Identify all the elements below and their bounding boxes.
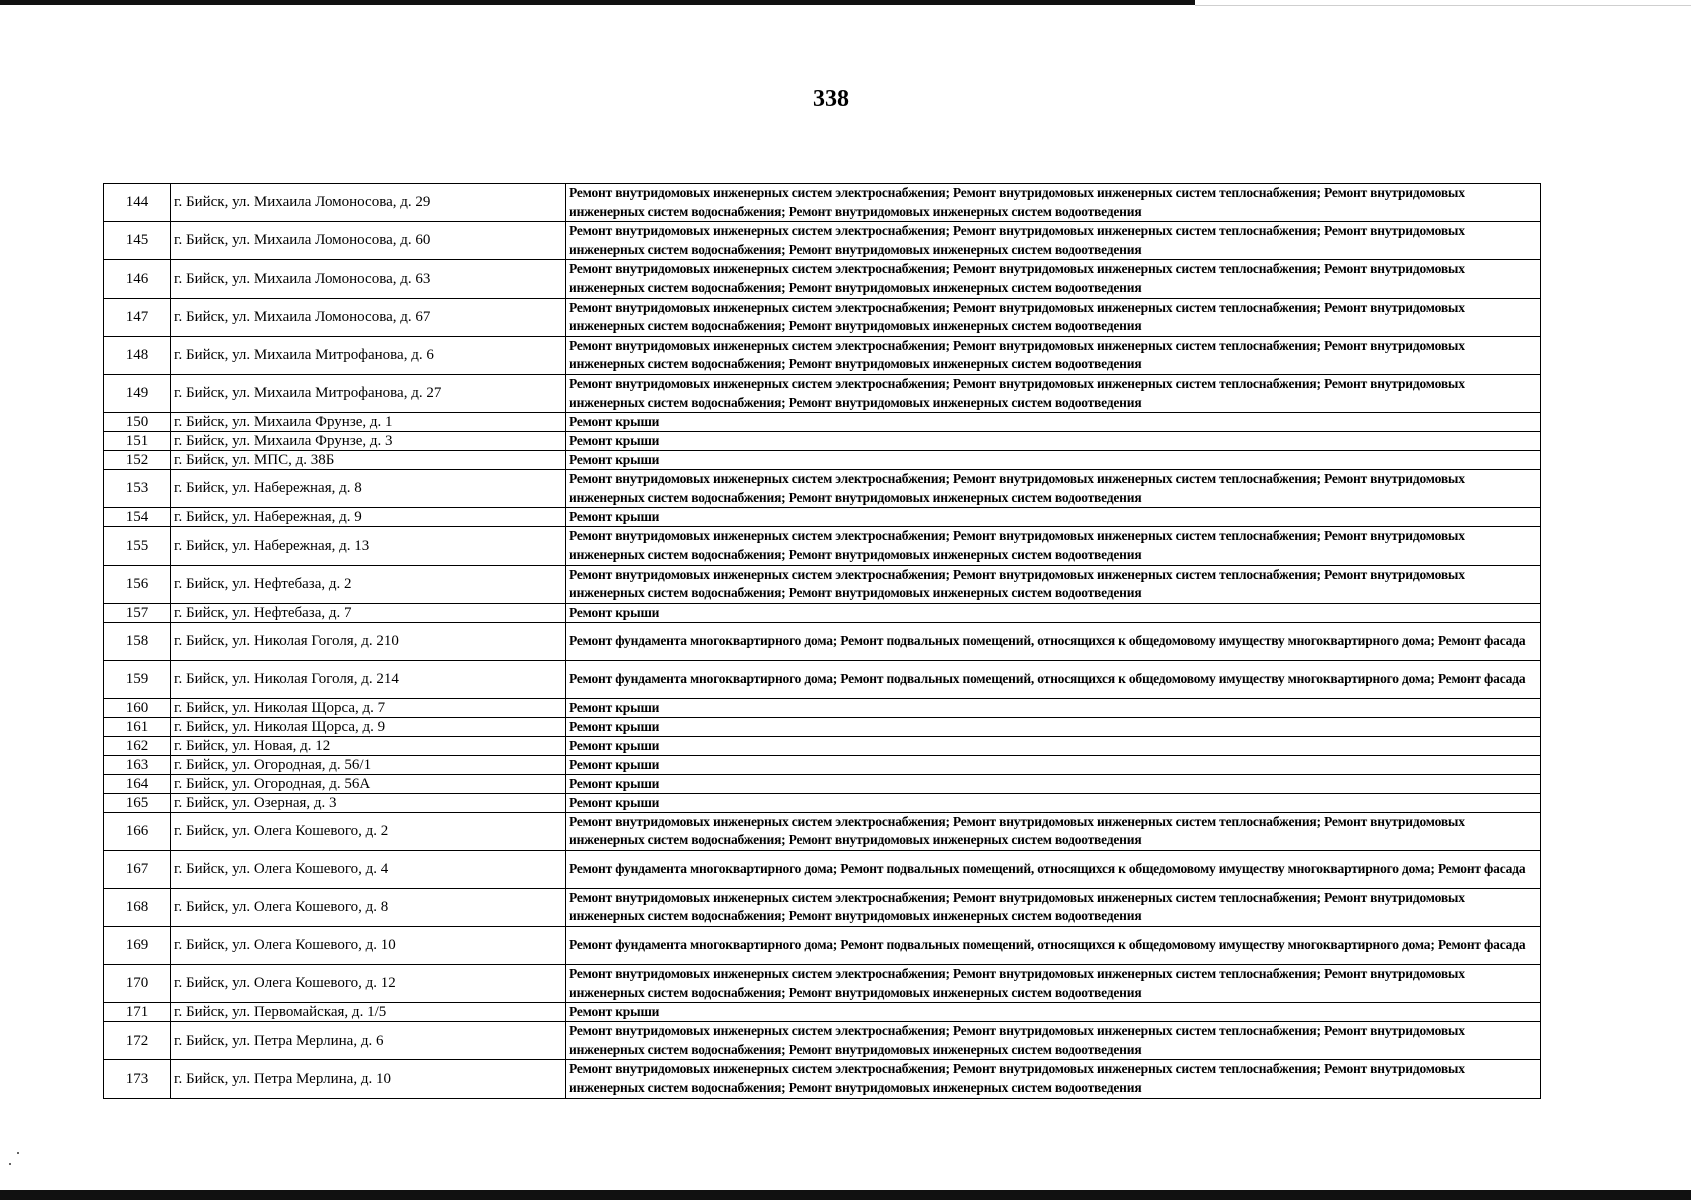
address-cell: г. Бийск, ул. Олега Кошевого, д. 2	[171, 812, 566, 850]
works-cell: Ремонт внутридомовых инженерных систем электроснабжения; Ремонт внутридомовых инженерных систем теплоснабжения; Ремонт внутридомовых инженерных систем водоснабжения; Ремонт внутридомовых инженерных систем водоотведения	[566, 527, 1541, 565]
works-cell: Ремонт внутридомовых инженерных систем электроснабжения; Ремонт внутридомовых инженерных систем теплоснабжения; Ремонт внутридомовых инженерных систем водоснабжения; Ремонт внутридомовых инженерных систем водоотведения	[566, 1060, 1541, 1098]
row-number-cell: 146	[104, 260, 171, 298]
row-number-cell: 161	[104, 717, 171, 736]
row-number-cell: 144	[104, 184, 171, 222]
address-cell: г. Бийск, ул. Олега Кошевого, д. 10	[171, 927, 566, 965]
table-row	[104, 1003, 1541, 1022]
works-cell: Ремонт крыши	[566, 793, 1541, 812]
works-cell: Ремонт внутридомовых инженерных систем электроснабжения; Ремонт внутридомовых инженерных систем теплоснабжения; Ремонт внутридомовых инженерных систем водоснабжения; Ремонт внутридомовых инженерных систем водоотведения	[566, 565, 1541, 603]
table-row	[104, 527, 1541, 565]
scan-top-border	[0, 0, 1195, 5]
works-cell: Ремонт крыши	[566, 755, 1541, 774]
row-number-cell: 162	[104, 736, 171, 755]
works-cell: Ремонт внутридомовых инженерных систем электроснабжения; Ремонт внутридомовых инженерных систем теплоснабжения; Ремонт внутридомовых инженерных систем водоснабжения; Ремонт внутридомовых инженерных систем водоотведения	[566, 260, 1541, 298]
address-cell: г. Бийск, ул. Первомайская, д. 1/5	[171, 1003, 566, 1022]
address-cell: г. Бийск, ул. Михаила Ломоносова, д. 60	[171, 222, 566, 260]
table-row	[104, 660, 1541, 698]
row-number-cell: 167	[104, 850, 171, 888]
table-row	[104, 927, 1541, 965]
works-cell: Ремонт внутридомовых инженерных систем электроснабжения; Ремонт внутридомовых инженерных систем теплоснабжения; Ремонт внутридомовых инженерных систем водоснабжения; Ремонт внутридомовых инженерных систем водоотведения	[566, 184, 1541, 222]
row-number-cell: 173	[104, 1060, 171, 1098]
table-row	[104, 508, 1541, 527]
row-number-cell: 164	[104, 774, 171, 793]
address-cell: г. Бийск, ул. Набережная, д. 8	[171, 470, 566, 508]
row-number-cell: 154	[104, 508, 171, 527]
works-cell: Ремонт крыши	[566, 432, 1541, 451]
row-number-cell: 153	[104, 470, 171, 508]
address-cell: г. Бийск, ул. Набережная, д. 13	[171, 527, 566, 565]
works-cell: Ремонт крыши	[566, 508, 1541, 527]
table-row	[104, 603, 1541, 622]
row-number-cell: 152	[104, 451, 171, 470]
works-cell: Ремонт внутридомовых инженерных систем электроснабжения; Ремонт внутридомовых инженерных систем теплоснабжения; Ремонт внутридомовых инженерных систем водоснабжения; Ремонт внутридомовых инженерных систем водоотведения	[566, 812, 1541, 850]
address-cell: г. Бийск, ул. Михаила Митрофанова, д. 6	[171, 336, 566, 374]
address-cell: г. Бийск, ул. Николая Щорса, д. 7	[171, 698, 566, 717]
table-row	[104, 432, 1541, 451]
table-row	[104, 1022, 1541, 1060]
works-cell: Ремонт фундамента многоквартирного дома; Ремонт подвальных помещений, относящихся к общедомовому имуществу многоквартирного дома; Ремонт фасада	[566, 660, 1541, 698]
row-number-cell: 147	[104, 298, 171, 336]
row-number-cell: 170	[104, 965, 171, 1003]
row-number-cell: 171	[104, 1003, 171, 1022]
row-number-cell: 158	[104, 622, 171, 660]
table-row	[104, 965, 1541, 1003]
table-row	[104, 222, 1541, 260]
table-row	[104, 622, 1541, 660]
address-cell: г. Бийск, ул. Михаила Митрофанова, д. 27	[171, 374, 566, 412]
address-cell: г. Бийск, ул. Олега Кошевого, д. 12	[171, 965, 566, 1003]
works-cell: Ремонт фундамента многоквартирного дома; Ремонт подвальных помещений, относящихся к общедомовому имуществу многоквартирного дома; Ремонт фасада	[566, 622, 1541, 660]
table-row	[104, 470, 1541, 508]
address-cell: г. Бийск, ул. Набережная, д. 9	[171, 508, 566, 527]
row-number-cell: 172	[104, 1022, 171, 1060]
scan-speck	[17, 1152, 19, 1154]
works-cell: Ремонт внутридомовых инженерных систем электроснабжения; Ремонт внутридомовых инженерных систем теплоснабжения; Ремонт внутридомовых инженерных систем водоснабжения; Ремонт внутридомовых инженерных систем водоотведения	[566, 470, 1541, 508]
address-cell: г. Бийск, ул. Николая Гоголя, д. 214	[171, 660, 566, 698]
works-cell: Ремонт внутридомовых инженерных систем электроснабжения; Ремонт внутридомовых инженерных систем теплоснабжения; Ремонт внутридомовых инженерных систем водоснабжения; Ремонт внутридомовых инженерных систем водоотведения	[566, 336, 1541, 374]
table-row	[104, 812, 1541, 850]
address-cell: г. Бийск, ул. Нефтебаза, д. 7	[171, 603, 566, 622]
row-number-cell: 159	[104, 660, 171, 698]
address-cell: г. Бийск, ул. МПС, д. 38Б	[171, 451, 566, 470]
table-row	[104, 850, 1541, 888]
scan-speck	[9, 1163, 11, 1165]
works-cell: Ремонт крыши	[566, 698, 1541, 717]
address-cell: г. Бийск, ул. Николая Гоголя, д. 210	[171, 622, 566, 660]
address-cell: г. Бийск, ул. Петра Мерлина, д. 10	[171, 1060, 566, 1098]
table-row	[104, 260, 1541, 298]
row-number-cell: 168	[104, 888, 171, 926]
works-cell: Ремонт внутридомовых инженерных систем электроснабжения; Ремонт внутридомовых инженерных систем теплоснабжения; Ремонт внутридомовых инженерных систем водоснабжения; Ремонт внутридомовых инженерных систем водоотведения	[566, 222, 1541, 260]
row-number-cell: 145	[104, 222, 171, 260]
address-cell: г. Бийск, ул. Михаила Ломоносова, д. 29	[171, 184, 566, 222]
works-cell: Ремонт внутридомовых инженерных систем электроснабжения; Ремонт внутридомовых инженерных систем теплоснабжения; Ремонт внутридомовых инженерных систем водоснабжения; Ремонт внутридомовых инженерных систем водоотведения	[566, 888, 1541, 926]
row-number-cell: 157	[104, 603, 171, 622]
table-row	[104, 1060, 1541, 1098]
row-number-cell: 150	[104, 413, 171, 432]
address-cell: г. Бийск, ул. Михаила Ломоносова, д. 63	[171, 260, 566, 298]
table-body	[104, 184, 1541, 1099]
works-cell: Ремонт крыши	[566, 717, 1541, 736]
table-row	[104, 698, 1541, 717]
works-cell: Ремонт фундамента многоквартирного дома; Ремонт подвальных помещений, относящихся к общедомовому имуществу многоквартирного дома; Ремонт фасада	[566, 850, 1541, 888]
table-row	[104, 774, 1541, 793]
table-row	[104, 755, 1541, 774]
row-number-cell: 155	[104, 527, 171, 565]
works-cell: Ремонт внутридомовых инженерных систем электроснабжения; Ремонт внутридомовых инженерных систем теплоснабжения; Ремонт внутридомовых инженерных систем водоснабжения; Ремонт внутридомовых инженерных систем водоотведения	[566, 374, 1541, 412]
table-row	[104, 717, 1541, 736]
table-row	[104, 184, 1541, 222]
address-cell: г. Бийск, ул. Огородная, д. 56/1	[171, 755, 566, 774]
table-row	[104, 298, 1541, 336]
row-number-cell: 148	[104, 336, 171, 374]
table-row	[104, 736, 1541, 755]
address-cell: г. Бийск, ул. Новая, д. 12	[171, 736, 566, 755]
row-number-cell: 166	[104, 812, 171, 850]
works-cell: Ремонт внутридомовых инженерных систем электроснабжения; Ремонт внутридомовых инженерных систем теплоснабжения; Ремонт внутридомовых инженерных систем водоснабжения; Ремонт внутридомовых инженерных систем водоотведения	[566, 298, 1541, 336]
works-cell: Ремонт крыши	[566, 603, 1541, 622]
address-cell: г. Бийск, ул. Озерная, д. 3	[171, 793, 566, 812]
row-number-cell: 163	[104, 755, 171, 774]
scan-top-edge	[1195, 5, 1691, 6]
row-number-cell: 151	[104, 432, 171, 451]
works-cell: Ремонт крыши	[566, 774, 1541, 793]
row-number-cell: 149	[104, 374, 171, 412]
works-cell: Ремонт крыши	[566, 1003, 1541, 1022]
address-cell: г. Бийск, ул. Михаила Ломоносова, д. 67	[171, 298, 566, 336]
row-number-cell: 160	[104, 698, 171, 717]
works-cell: Ремонт внутридомовых инженерных систем электроснабжения; Ремонт внутридомовых инженерных систем теплоснабжения; Ремонт внутридомовых инженерных систем водоснабжения; Ремонт внутридомовых инженерных систем водоотведения	[566, 1022, 1541, 1060]
page-number: 338	[813, 86, 849, 112]
table-row	[104, 413, 1541, 432]
table-row	[104, 374, 1541, 412]
table-row	[104, 888, 1541, 926]
table-row	[104, 565, 1541, 603]
table-row	[104, 336, 1541, 374]
table-row	[104, 451, 1541, 470]
works-cell: Ремонт внутридомовых инженерных систем электроснабжения; Ремонт внутридомовых инженерных систем теплоснабжения; Ремонт внутридомовых инженерных систем водоснабжения; Ремонт внутридомовых инженерных систем водоотведения	[566, 965, 1541, 1003]
address-cell: г. Бийск, ул. Михаила Фрунзе, д. 3	[171, 432, 566, 451]
scan-bottom-border	[0, 1190, 1691, 1200]
row-number-cell: 165	[104, 793, 171, 812]
works-cell: Ремонт крыши	[566, 451, 1541, 470]
address-cell: г. Бийск, ул. Михаила Фрунзе, д. 1	[171, 413, 566, 432]
repair-works-table	[103, 183, 1541, 1099]
address-cell: г. Бийск, ул. Петра Мерлина, д. 6	[171, 1022, 566, 1060]
address-cell: г. Бийск, ул. Нефтебаза, д. 2	[171, 565, 566, 603]
works-cell: Ремонт крыши	[566, 413, 1541, 432]
address-cell: г. Бийск, ул. Олега Кошевого, д. 8	[171, 888, 566, 926]
table-row	[104, 793, 1541, 812]
works-cell: Ремонт крыши	[566, 736, 1541, 755]
address-cell: г. Бийск, ул. Олега Кошевого, д. 4	[171, 850, 566, 888]
row-number-cell: 169	[104, 927, 171, 965]
address-cell: г. Бийск, ул. Огородная, д. 56А	[171, 774, 566, 793]
works-cell: Ремонт фундамента многоквартирного дома; Ремонт подвальных помещений, относящихся к общедомовому имуществу многоквартирного дома; Ремонт фасада	[566, 927, 1541, 965]
address-cell: г. Бийск, ул. Николая Щорса, д. 9	[171, 717, 566, 736]
row-number-cell: 156	[104, 565, 171, 603]
